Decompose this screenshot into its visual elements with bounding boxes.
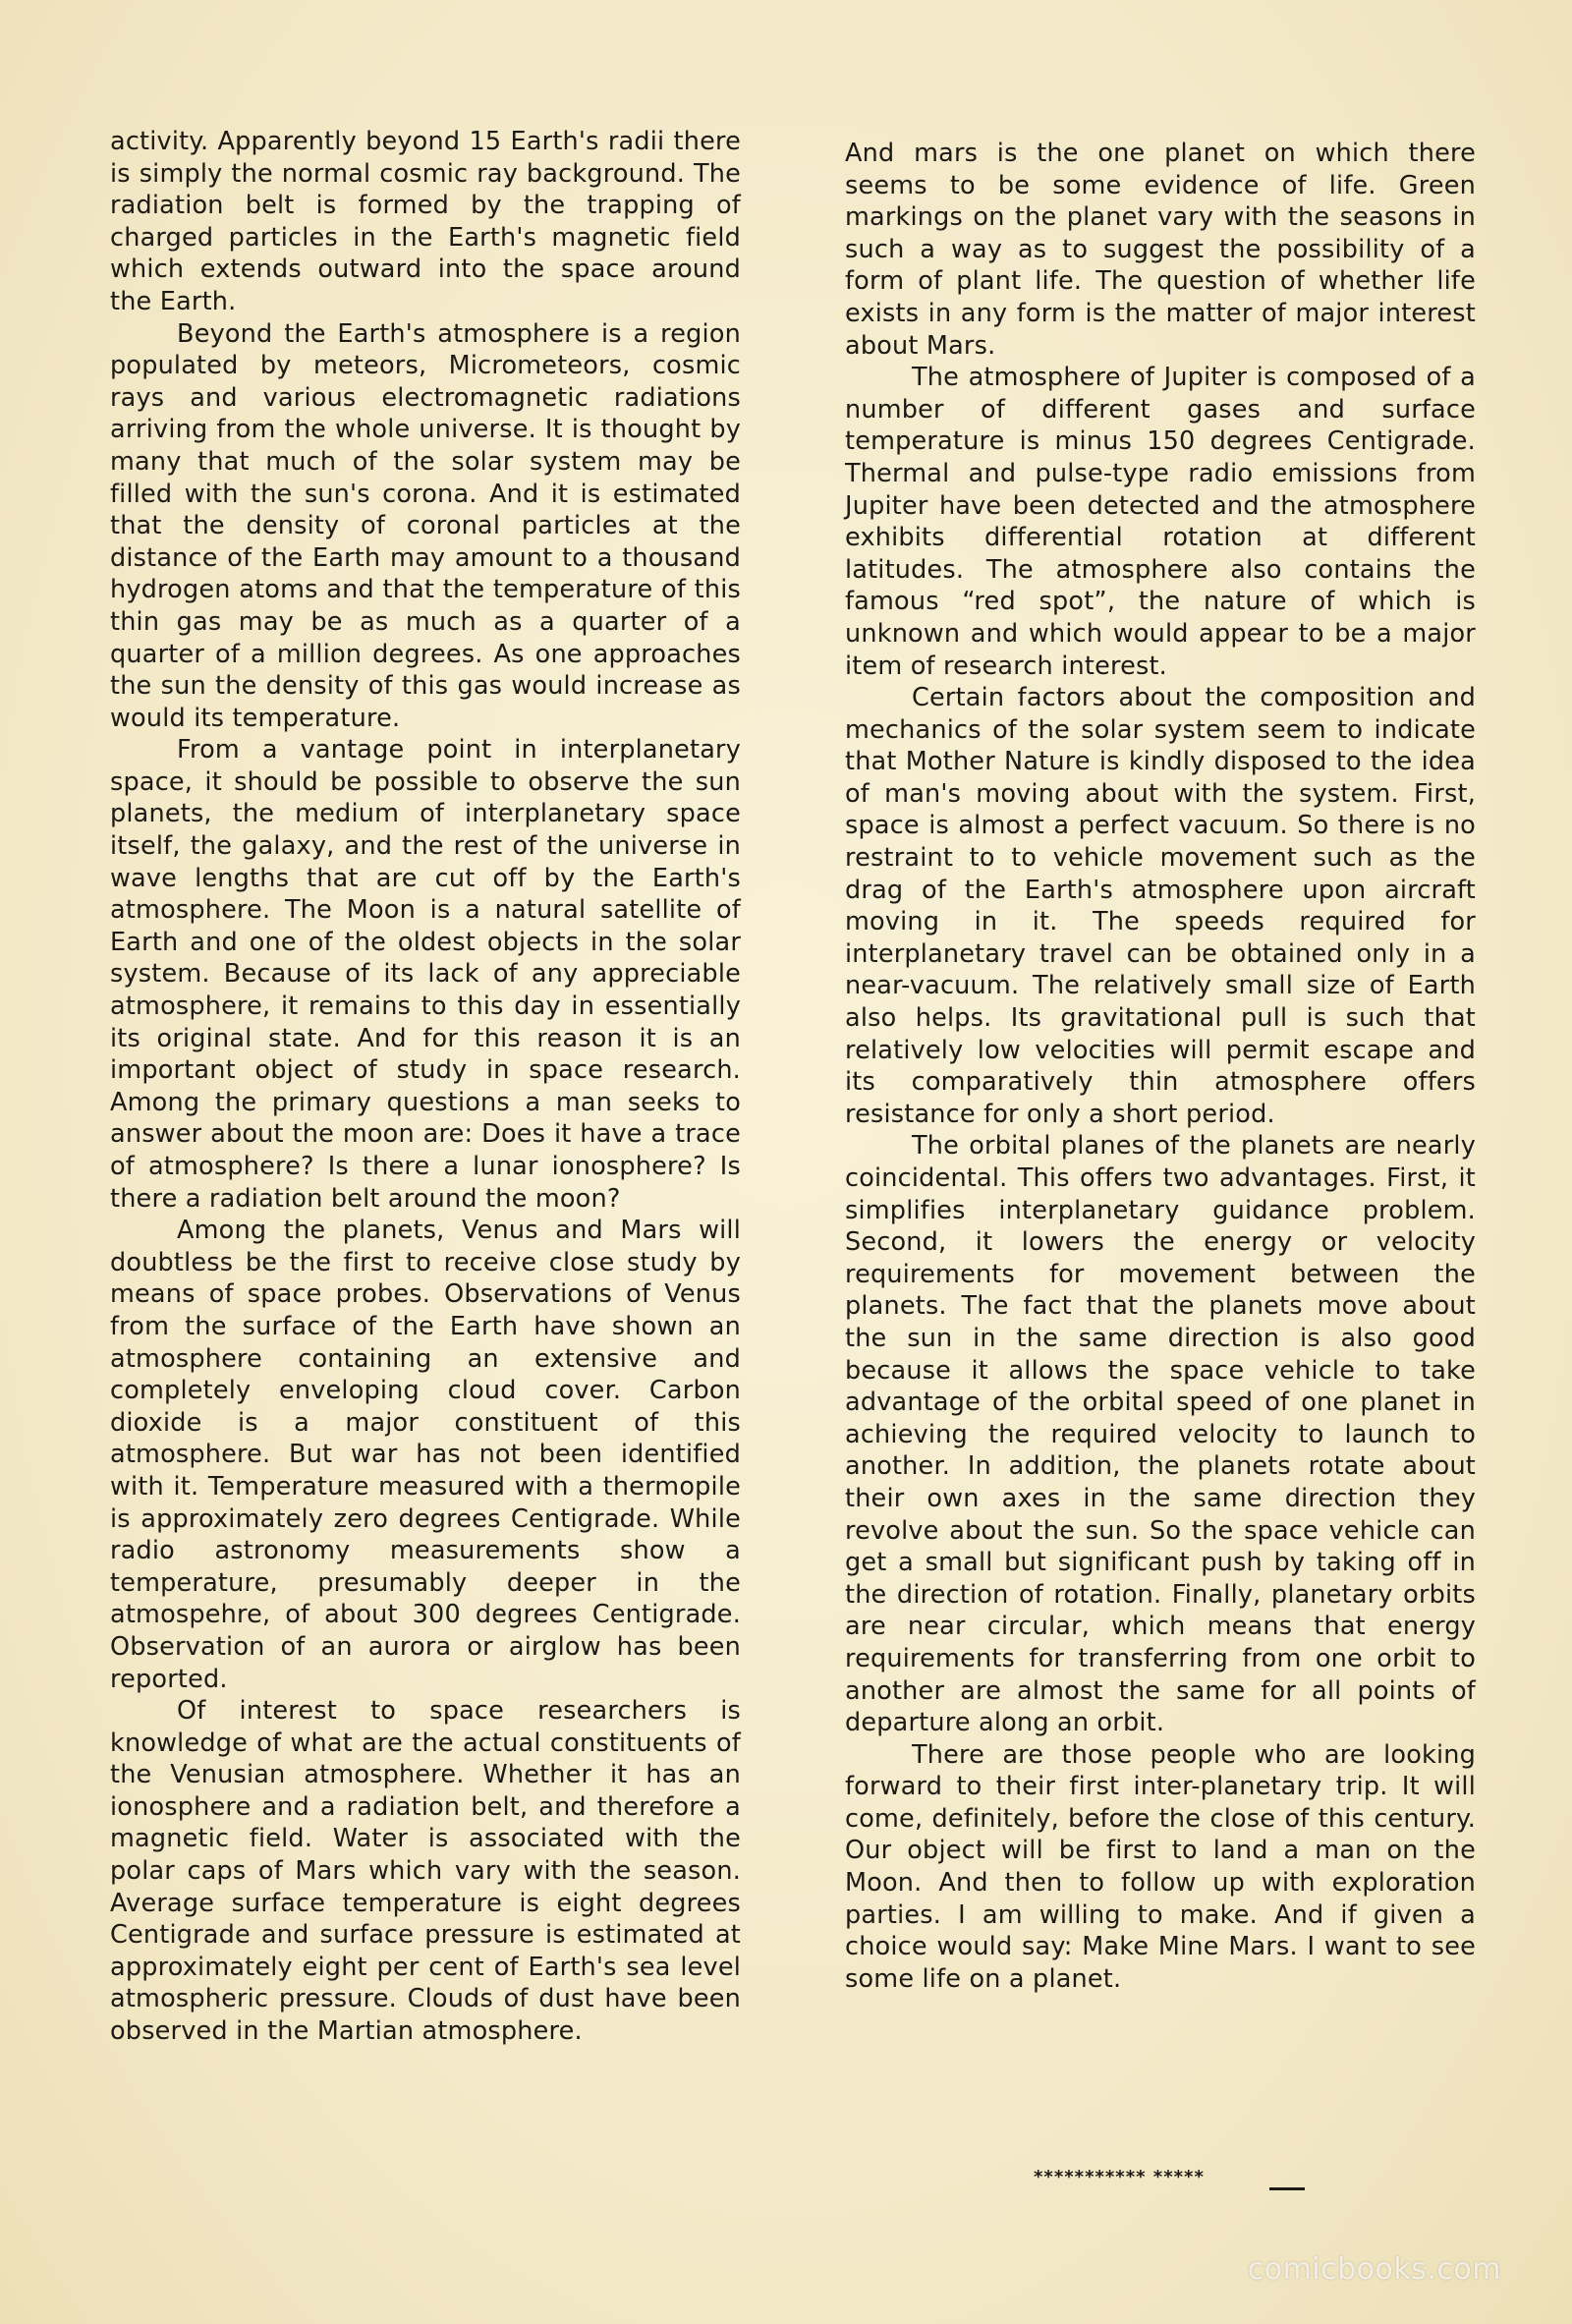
- paragraph: There are those people who are looking forward to their first inter-planetary trip. It will come, definitely, before the close of this century. Our object will be first to land a man on the Moon. And then to follow up with exploration parties. I am willing to make. And if given a choice would say: Make Mine Mars. I want to see some life on a planet.: [845, 1739, 1476, 1994]
- paragraph: And mars is the one planet on which there seems to be some evidence of life. Green markings on the planet vary with the seasons in such a way as to suggest the possibility of a form of plant life. The question of whether life exists in any form is the matter of major interest about Mars.: [845, 139, 1476, 361]
- watermark-logo: comicbooks.com: [1247, 2252, 1501, 2287]
- paragraph: The orbital planes of the planets are nearly coincidental. This offers two advantages. First, it simplifies interplanetary guidance problem. Second, it lowers the energy or velocity requirements for movement between the planets. The fact that the planets move about the sun in the same direction is also good because it allows the space vehicle to take advantage of the orbital speed of one planet in achieving the required velocity to launch to another. In addition, the planets rotate about their own axes in the same direction they revolve about the sun. So the space vehicle can get a small but significant push by taking off in the direction of rotation. Finally, planetary orbits are near circular, which means that energy requirements for transferring from one orbit to another are almost the same for all points of departure along an orbit.: [845, 1131, 1476, 1738]
- paragraph: Beyond the Earth's atmosphere is a region populated by meteors, Micrometeors, cosmic rays and various electromagnetic radiations arriving from the whole universe. It is thought by many that much of the solar system may be filled with the sun's corona. And it is estimated that the density of coronal particles at the distance of the Earth may amount to a thousand hydrogen atoms and that the temperature of this thin gas may be as much as a quarter of a quarter of a million degrees. As one approaches the sun the density of this gas would increase as would its temperature.: [110, 318, 741, 733]
- separator-underline: [1269, 2187, 1305, 2190]
- paragraph: The atmosphere of Jupiter is composed of a number of different gases and surface temperature is minus 150 degrees Centigrade. Thermal and pulse-type radio emissions from Jupiter have been detected and the atmosphere exhibits differential rotation at different latitudes. The atmosphere also contains the famous “red spot”, the nature of which is unknown and which would appear to be a major item of research interest.: [845, 363, 1476, 681]
- paragraph: Certain factors about the composition and mechanics of the solar system seem to indicate that Mother Nature is kindly disposed to the idea of man's moving about with the system. First, space is almost a perfect vacuum. So there is no restraint to to vehicle movement such as the drag of the Earth's atmosphere upon aircraft moving in it. The speeds required for interplanetary travel can be obtained only in a near-vacuum. The relatively small size of Earth also helps. Its gravitational pull is such that relatively low velocities will permit escape and its comparatively thin atmosphere offers resistance for only a short period.: [845, 683, 1476, 1129]
- left-text-column: [110, 126, 741, 2048]
- asterisk-separator: *********** *****: [1034, 2167, 1205, 2187]
- paragraph: From a vantage point in interplanetary space, it should be possible to observe the sun planets, the medium of interplanetary space itself, the galaxy, and the rest of the universe in wave lengths that are cut off by the Earth's atmosphere. The Moon is a natural satellite of Earth and one of the oldest objects in the solar system. Because of its lack of any appreciable atmosphere, it remains to this day in essentially its original state. And for this reason it is an important object of study in space research. Among the primary questions a man seeks to answer about the moon are: Does it have a trace of atmosphere? Is there a lunar ionosphere? Is there a radiation belt around the moon?: [110, 735, 741, 1214]
- paragraph: Of interest to space researchers is knowledge of what are the actual constituents of the Venusian atmosphere. Whether it has an ionosphere and a radiation belt, and therefore a magnetic field. Water is associated with the polar caps of Mars which vary with the season. Average surface temperature is eight degrees Centigrade and surface pressure is estimated at approximately eight per cent of Earth's sea level atmospheric pressure. Clouds of dust have been observed in the Martian atmosphere.: [110, 1696, 741, 2047]
- paragraph: activity. Apparently beyond 15 Earth's radii there is simply the normal cosmic ray background. The radiation belt is formed by the trapping of charged particles in the Earth's magnetic field which extends outward into the space around the Earth.: [110, 127, 741, 316]
- right-text-column: [845, 138, 1476, 1995]
- paragraph: Among the planets, Venus and Mars will doubtless be the first to receive close study by means of space probes. Observations of Venus from the surface of the Earth have shown an atmosphere containing an extensive and completely enveloping cloud cover. Carbon dioxide is a major constituent of this atmosphere. But war has not been identified with it. Temperature measured with a thermopile is approximately zero degrees Centigrade. While radio astronomy measurements show a temperature, presumably deeper in the atmospehre, of about 300 degrees Centigrade. Observation of an aurora or airglow has been reported.: [110, 1216, 741, 1694]
